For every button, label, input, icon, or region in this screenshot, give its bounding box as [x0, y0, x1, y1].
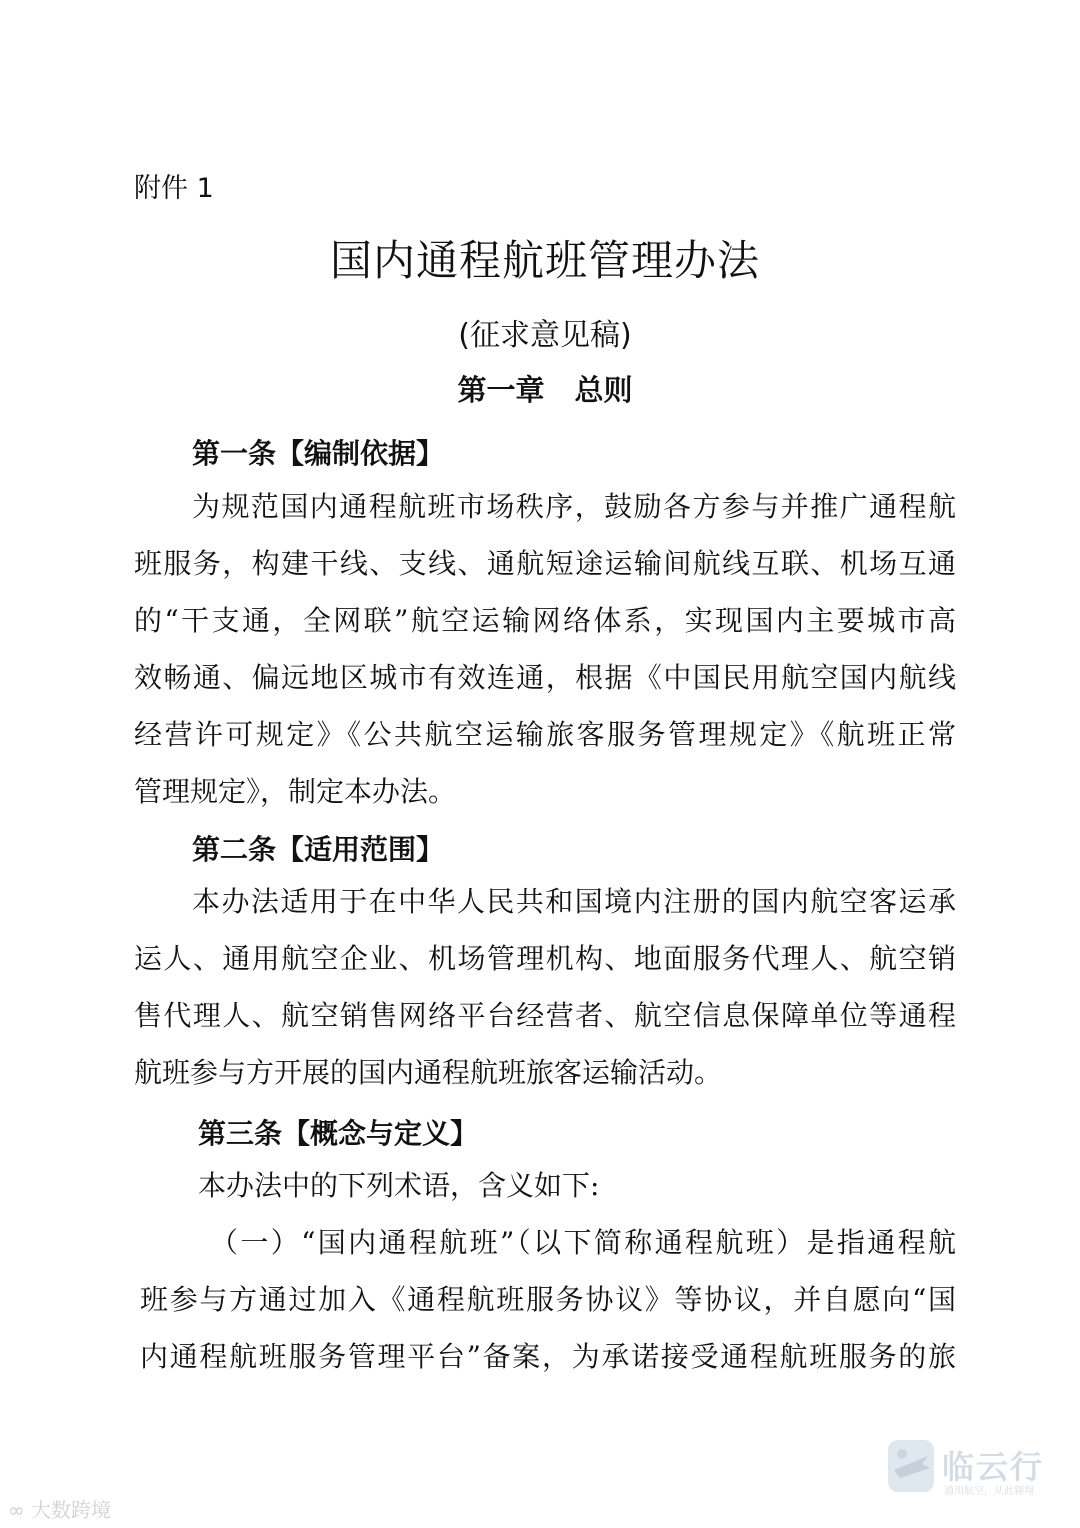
- article-1-line: 效畅通、偏远地区城市有效连通，根据《中国民用航空国内航线: [134, 661, 956, 694]
- article-2-heading: 第二条【适用范围】: [192, 833, 445, 866]
- attachment-label: 附件 1: [134, 173, 214, 204]
- article-2-line: 航班参与方开展的国内通程航班旅客运输活动。: [134, 1056, 723, 1089]
- article-1-heading: 第一条【编制依据】: [192, 437, 445, 470]
- article-3-heading: 第三条【概念与定义】: [198, 1117, 479, 1150]
- article-2-line: 本办法适用于在中华人民共和国境内注册的国内航空客运承: [192, 885, 956, 918]
- article-3-body: [140, 1157, 956, 1385]
- brand-watermark: [888, 1440, 1048, 1500]
- weibo-logo-icon: ∞: [8, 1498, 25, 1522]
- article-3-line: （一）“国内通程航班”（以下简称通程航班）是指通程航: [210, 1226, 956, 1259]
- article-2-line: 运人、通用航空企业、机场管理机构、地面服务代理人、航空销: [134, 942, 956, 975]
- article-1-line: 管理规定》，制定本办法。: [134, 775, 457, 808]
- document-title: 国内通程航班管理办法: [329, 236, 760, 285]
- article-2-body: [134, 873, 956, 1101]
- article-1-line: 为规范国内通程航班市场秩序，鼓励各方参与并推广通程航: [192, 490, 956, 523]
- chapter-name: 总则: [574, 373, 633, 407]
- chapter-heading: [0, 368, 1080, 409]
- source-watermark: [8, 1494, 111, 1523]
- article-1-line: 经营许可规定》《公共航空运输旅客服务管理规定》《航班正常: [134, 718, 956, 751]
- article-3-line: 班参与方通过加入《通程航班服务协议》等协议，并自愿向“国: [140, 1283, 956, 1316]
- article-3-line: 本办法中的下列术语，含义如下:: [198, 1169, 600, 1202]
- brand-slogan: 通用航空，从此翱翔: [944, 1486, 1034, 1497]
- article-1-line: 班服务，构建干线、支线、通航短途运输间航线互联、机场互通: [134, 547, 956, 580]
- plane-logo-icon: [888, 1440, 934, 1492]
- document-subtitle: (征求意见稿): [458, 318, 632, 353]
- source-name: 大数跨境: [31, 1498, 112, 1522]
- chapter-number: 第一章: [457, 373, 545, 407]
- article-2-line: 售代理人、航空销售网络平台经营者、航空信息保障单位等通程: [134, 999, 956, 1032]
- article-3-line: 内通程航班服务管理平台”备案，为承诺接受通程航班服务的旅: [140, 1340, 956, 1373]
- article-1-line: 的“干支通，全网联”航空运输网络体系，实现国内主要城市高: [134, 604, 956, 637]
- brand-name: 临云行: [942, 1448, 1045, 1486]
- article-1-body: [134, 478, 956, 820]
